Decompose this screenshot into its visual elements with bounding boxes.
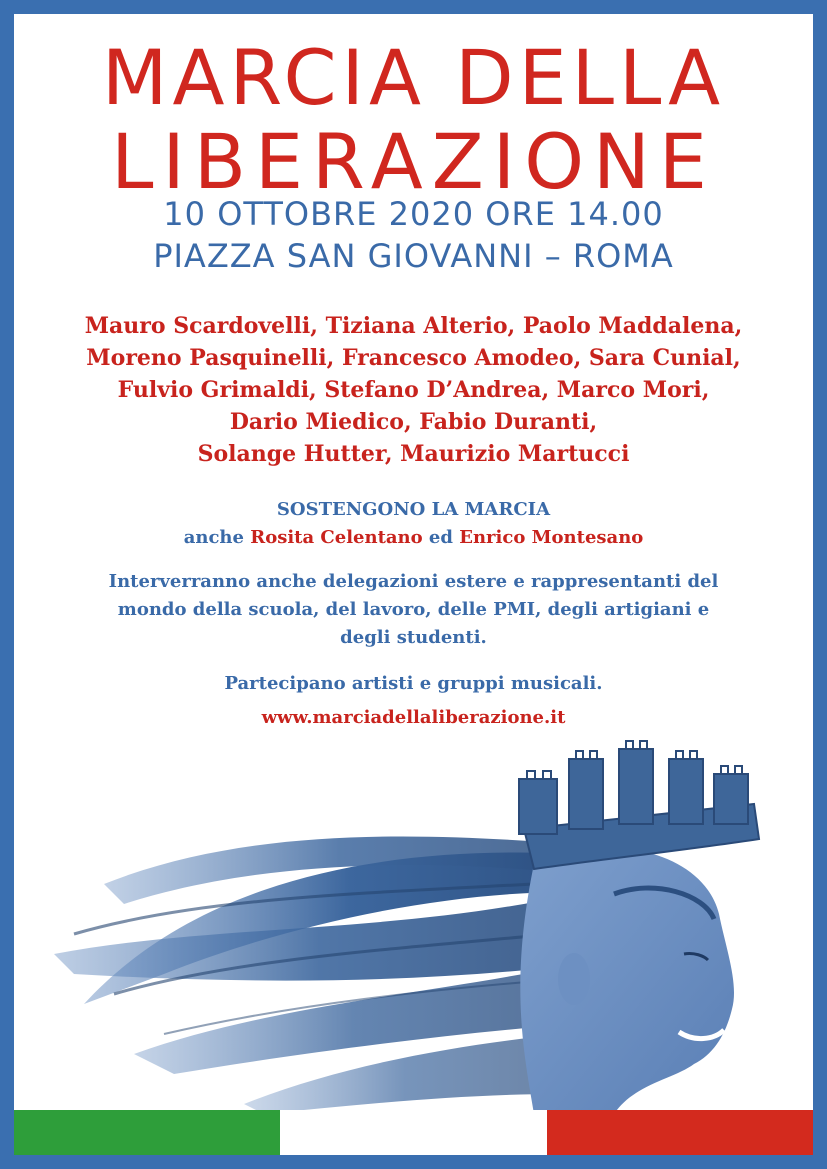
title-line-1: MARCIA DELLA (101, 33, 726, 122)
speakers-line: Fulvio Grimaldi, Stefano D’Andrea, Marco Mori, (117, 377, 710, 403)
support-names-line (14, 524, 813, 552)
speakers-line: Solange Hutter, Maurizio Martucci (197, 441, 630, 467)
support-heading: SOSTENGONO LA MARCIA (276, 499, 551, 520)
speakers-list (14, 310, 813, 470)
italian-flag-band (14, 1110, 813, 1155)
event-date-time: 10 OTTOBRE 2020 ORE 14.00 (163, 195, 664, 233)
woman-with-crown-illustration (14, 734, 813, 1114)
title-line-2: LIBERAZIONE (111, 117, 716, 206)
flag-white-stripe (280, 1110, 546, 1155)
speakers-line: Moreno Pasquinelli, Francesco Amodeo, Sara Cunial, (86, 345, 741, 371)
event-place: PIAZZA SAN GIOVANNI – ROMA (153, 237, 674, 275)
poster (14, 14, 813, 1155)
supporter-name: Rosita Celentano (250, 527, 423, 548)
interventions-line: mondo della scuola, del lavoro, delle PMI, degli artigiani e (117, 599, 710, 620)
supporter-name: Enrico Montesano (459, 527, 644, 548)
interventions-text (34, 568, 793, 652)
interventions-line: degli studenti. (340, 627, 487, 648)
support-conjunction: ed (428, 527, 453, 548)
support-prefix: anche (183, 527, 244, 548)
turreted-crown-icon (519, 741, 759, 869)
support-block (14, 496, 813, 552)
interventions-line: Interverranno anche delegazioni estere e rappresentanti del (108, 571, 719, 592)
flag-red-stripe (547, 1110, 813, 1155)
artists-text: Partecipano artisti e gruppi musicali. (224, 673, 603, 694)
speakers-line: Mauro Scardovelli, Tiziana Alterio, Paolo Maddalena, (84, 313, 743, 339)
face (520, 848, 734, 1114)
speakers-line: Dario Miedico, Fabio Duranti, (229, 409, 598, 435)
flag-green-stripe (14, 1110, 280, 1155)
website-link[interactable]: www.marciadellaliberazione.it (261, 707, 566, 728)
